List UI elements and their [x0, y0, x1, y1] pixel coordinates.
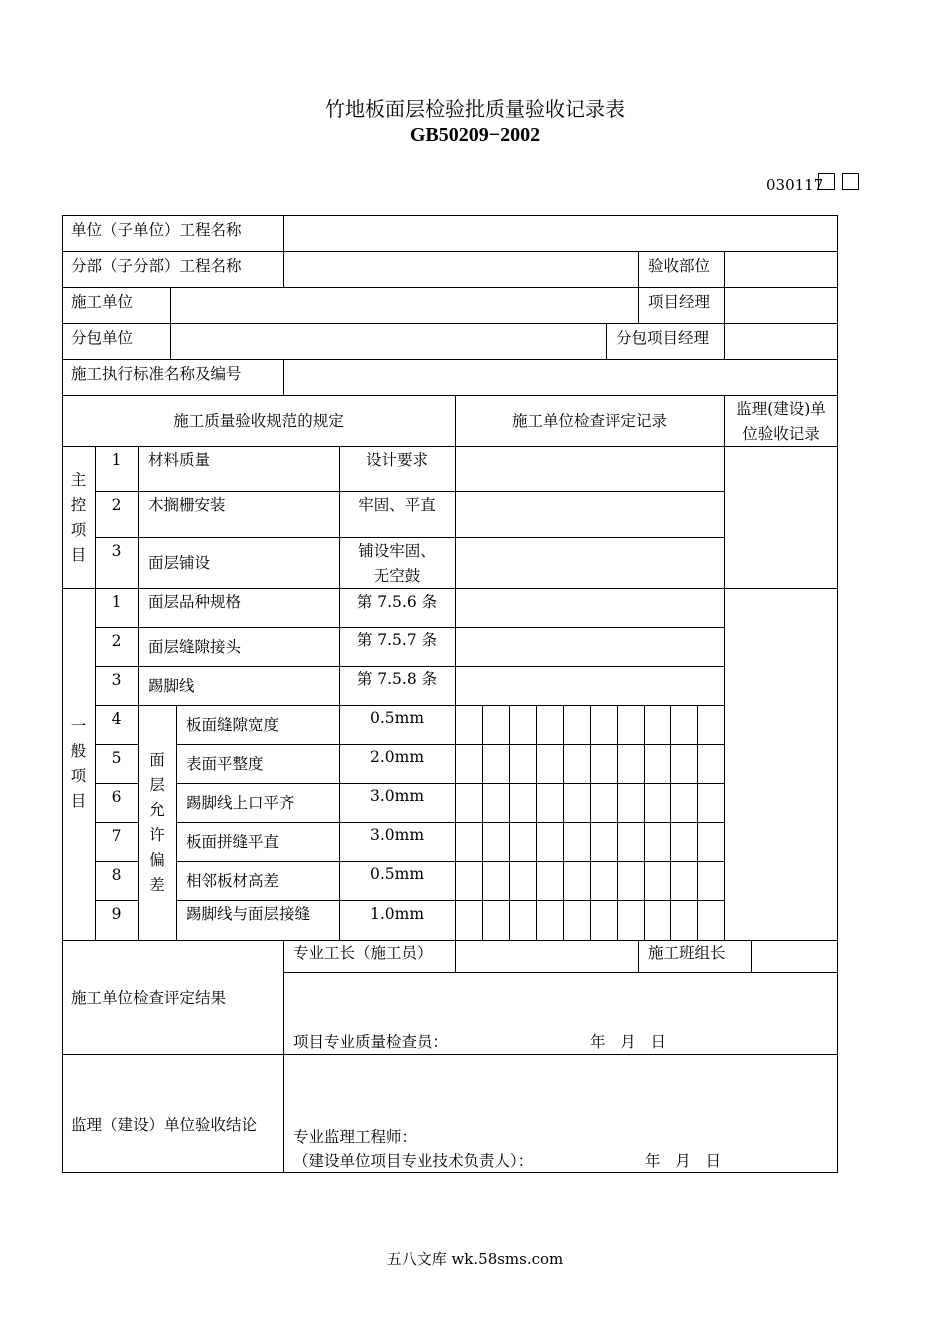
main-item-name: 木搁栅安装: [148, 496, 226, 514]
foreman-label: 专业工长（施工员）: [293, 944, 433, 962]
deviation-label-char: 偏: [149, 851, 165, 869]
deviation-item-name: 踢脚线与面层接缝: [186, 905, 311, 923]
deviation-item-name: 板面缝隙宽度: [186, 716, 280, 734]
main-item-requirement: 牢固、平直: [358, 496, 436, 514]
deviation-item-tolerance: 0.5mm: [369, 709, 425, 727]
deviation-item-no: 7: [111, 827, 122, 845]
deviation-item-tolerance: 1.0mm: [369, 905, 425, 923]
deviation-item-name: 表面平整度: [186, 755, 264, 773]
main-item-no: 1: [111, 451, 122, 469]
subcontract-manager-label: 分包项目经理: [616, 329, 710, 347]
standard-code: GB50209−2002: [409, 124, 541, 146]
deviation-item-no: 5: [111, 749, 122, 767]
deviation-label-char: 面: [149, 751, 165, 769]
general-item-name: 面层缝隙接头: [148, 638, 242, 656]
general-item-no: 3: [111, 671, 122, 689]
deviation-label-char: 允: [149, 801, 165, 819]
owner-tech-lead-label: （建设单位项目专业技术负责人）：: [293, 1152, 534, 1170]
spec-column-header: 施工质量验收规范的规定: [173, 412, 344, 430]
general-group-label-char: 般: [70, 742, 87, 760]
deviation-item-no: 9: [111, 905, 122, 923]
form-code: 030117: [766, 176, 824, 194]
main-item-name: 面层铺设: [148, 554, 211, 572]
main-item-no: 3: [111, 542, 122, 560]
main-group-label-char: 项: [70, 521, 87, 539]
main-item-requirement-line1: 铺设牢固、: [358, 542, 436, 560]
supervision-conclusion-label: 监理（建设）单位验收结论: [71, 1116, 258, 1134]
general-item-name: 面层品种规格: [148, 593, 242, 611]
deviation-label-char: 许: [149, 826, 165, 844]
deviation-item-name: 踢脚线上口平齐: [186, 794, 295, 812]
quality-inspector-label: 项目专业质量检查员：: [293, 1033, 449, 1051]
conclusion-date-label: 年 月 日: [645, 1152, 722, 1170]
project-manager-label: 项目经理: [648, 293, 711, 311]
deviation-item-tolerance: 0.5mm: [369, 865, 425, 883]
acceptance-part-label: 验收部位: [648, 257, 711, 275]
deviation-label-char: 差: [149, 876, 165, 894]
main-item-requirement-line2: 无空鼓: [373, 567, 421, 585]
deviation-item-tolerance: 3.0mm: [369, 826, 425, 844]
main-item-no: 2: [111, 496, 122, 514]
deviation-item-name: 相邻板材高差: [186, 872, 280, 890]
general-item-requirement: 第 7.5.6 条: [356, 593, 438, 611]
deviation-item-no: 8: [111, 866, 122, 884]
form-code-box-1[interactable]: [818, 173, 835, 190]
main-group-label-char: 主: [70, 471, 87, 489]
subcontract-unit-label: 分包单位: [71, 329, 134, 347]
deviation-label-char: 层: [149, 776, 165, 794]
form-code-box-2[interactable]: [842, 173, 859, 190]
deviation-item-tolerance: 2.0mm: [369, 748, 425, 766]
general-item-requirement: 第 7.5.7 条: [356, 631, 438, 649]
footer-watermark: 五八文库 wk.58sms.com: [386, 1250, 564, 1268]
team-leader-label: 施工班组长: [648, 944, 726, 962]
result-date-label: 年 月 日: [590, 1033, 667, 1051]
unit-project-label: 单位（子单位）工程名称: [71, 221, 242, 239]
general-item-no: 1: [111, 593, 122, 611]
construction-unit-label: 施工单位: [71, 293, 134, 311]
standard-name-label: 施工执行标准名称及编号: [71, 365, 242, 383]
main-item-requirement: 设计要求: [365, 451, 428, 469]
page-title: 竹地板面层检验批质量验收记录表: [325, 97, 625, 121]
deviation-item-no: 4: [111, 710, 122, 728]
general-item-no: 2: [111, 632, 122, 650]
construction-result-label: 施工单位检查评定结果: [71, 989, 227, 1007]
general-item-requirement: 第 7.5.8 条: [356, 670, 438, 688]
general-group-label-char: 项: [70, 767, 87, 785]
general-group-label-char: 一: [70, 717, 87, 735]
check-column-header: 施工单位检查评定记录: [511, 412, 667, 430]
main-item-name: 材料质量: [148, 451, 211, 469]
main-group-label-char: 目: [70, 546, 87, 564]
sub-project-label: 分部（子分部）工程名称: [71, 257, 242, 275]
general-group-label-char: 目: [70, 792, 87, 810]
deviation-item-no: 6: [111, 788, 122, 806]
deviation-item-tolerance: 3.0mm: [369, 787, 425, 805]
general-item-name: 踢脚线: [148, 677, 195, 695]
supervising-engineer-label: 专业监理工程师：: [293, 1128, 418, 1146]
main-group-label-char: 控: [70, 496, 87, 514]
supervision-column-header-line1: 监理(建设)单: [736, 400, 826, 418]
deviation-item-name: 板面拼缝平直: [186, 833, 280, 851]
supervision-column-header-line2: 位验收记录: [742, 425, 820, 443]
